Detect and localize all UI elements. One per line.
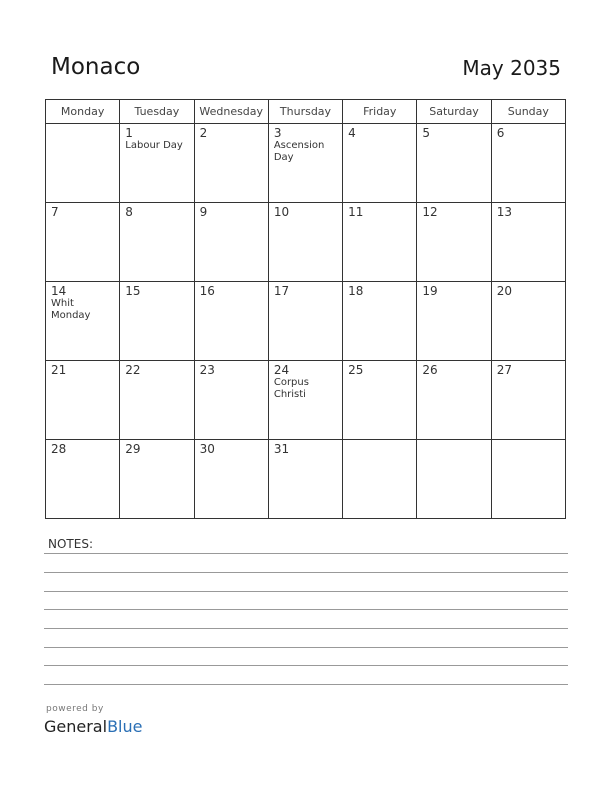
day-number: 9 (199, 205, 208, 219)
day-number: 12 (422, 205, 438, 219)
calendar-day-cell (268, 361, 342, 440)
notes-line (44, 684, 568, 685)
calendar-day-cell (491, 440, 565, 519)
holiday-label: Corpus Christi (273, 377, 309, 400)
calendar-month-year: May 2035 (462, 56, 561, 80)
day-number: 11 (348, 205, 364, 219)
calendar-day-cell (417, 124, 491, 203)
brand-blue: Blue (107, 717, 143, 736)
day-number: 29 (125, 442, 141, 456)
day-number: 20 (496, 284, 512, 298)
calendar-day-cell (194, 282, 268, 361)
calendar-day-cell (194, 203, 268, 282)
day-number: 15 (125, 284, 141, 298)
calendar-day-cell (343, 440, 417, 519)
day-number: 23 (199, 363, 215, 377)
calendar-day-cell (417, 361, 491, 440)
weekday-header: Monday (46, 100, 120, 124)
powered-by-text: powered by (46, 704, 104, 714)
day-number: 18 (348, 284, 364, 298)
day-number: 17 (273, 284, 290, 298)
day-number: 25 (348, 363, 364, 377)
calendar-day-cell (46, 282, 120, 361)
day-number: 8 (125, 205, 133, 219)
day-number: 13 (496, 205, 512, 219)
weekday-header: Saturday (417, 100, 491, 124)
weekday-header: Friday (343, 100, 417, 124)
calendar-day-cell (268, 440, 342, 519)
calendar-day-cell (194, 440, 268, 519)
day-number: 16 (199, 284, 215, 298)
calendar-day-cell (417, 440, 491, 519)
day-number: 10 (273, 205, 290, 219)
weekday-header: Tuesday (120, 100, 194, 124)
brand-general: General (44, 717, 108, 736)
generalblue-logo[interactable] (44, 717, 142, 736)
day-number: 30 (199, 442, 215, 456)
day-number: 6 (496, 126, 505, 140)
calendar-day-cell (417, 282, 491, 361)
calendar-day-cell (268, 203, 342, 282)
calendar-day-cell (491, 282, 565, 361)
notes-line (44, 591, 568, 592)
notes-line (44, 572, 568, 573)
calendar-grid (45, 99, 566, 519)
calendar-day-cell (120, 440, 194, 519)
calendar-day-cell (343, 124, 417, 203)
day-number: 4 (348, 126, 356, 140)
day-number: 14 (51, 284, 67, 298)
weekday-header: Wednesday (194, 100, 268, 124)
day-number: 7 (51, 205, 59, 219)
calendar-day-cell (46, 124, 120, 203)
weekday-header: Sunday (491, 100, 565, 124)
calendar-day-cell (491, 361, 565, 440)
calendar-day-cell (120, 282, 194, 361)
calendar-day-cell (491, 124, 565, 203)
calendar-week-row (46, 282, 566, 361)
day-number: 21 (51, 363, 67, 377)
calendar-day-cell (194, 124, 268, 203)
holiday-label: Ascension Day (273, 140, 325, 163)
calendar-day-cell (343, 203, 417, 282)
notes-line (44, 647, 568, 648)
calendar-day-cell (268, 282, 342, 361)
holiday-label: Whit Monday (51, 298, 91, 321)
weekday-header-row (46, 100, 566, 124)
calendar-day-cell (194, 361, 268, 440)
calendar-day-cell (491, 203, 565, 282)
calendar-day-cell (343, 361, 417, 440)
calendar-day-cell (120, 124, 194, 203)
day-number: 5 (422, 126, 431, 140)
day-number: 1 (125, 126, 133, 140)
calendar-day-cell (46, 440, 120, 519)
day-number: 26 (422, 363, 438, 377)
day-number: 31 (273, 442, 290, 456)
calendar-day-cell (120, 203, 194, 282)
notes-line (44, 665, 568, 666)
calendar-day-cell (268, 124, 342, 203)
holiday-label: Labour Day (125, 140, 183, 151)
day-number: 28 (51, 442, 67, 456)
day-number: 24 (273, 363, 290, 377)
notes-line (44, 609, 568, 610)
calendar-week-row (46, 203, 566, 282)
calendar-country: Monaco (51, 54, 141, 80)
calendar-week-row (46, 361, 566, 440)
day-number: 19 (422, 284, 438, 298)
calendar-day-cell (120, 361, 194, 440)
notes-label: NOTES: (48, 537, 93, 551)
day-number: 27 (496, 363, 512, 377)
calendar-week-row (46, 440, 566, 519)
calendar-day-cell (46, 361, 120, 440)
weekday-header: Thursday (268, 100, 342, 124)
notes-line (44, 553, 568, 554)
calendar-day-cell (46, 203, 120, 282)
day-number: 22 (125, 363, 141, 377)
day-number: 2 (199, 126, 208, 140)
day-number: 3 (273, 126, 282, 140)
calendar-week-row (46, 124, 566, 203)
calendar-day-cell (417, 203, 491, 282)
notes-line (44, 628, 568, 629)
calendar-day-cell (343, 282, 417, 361)
